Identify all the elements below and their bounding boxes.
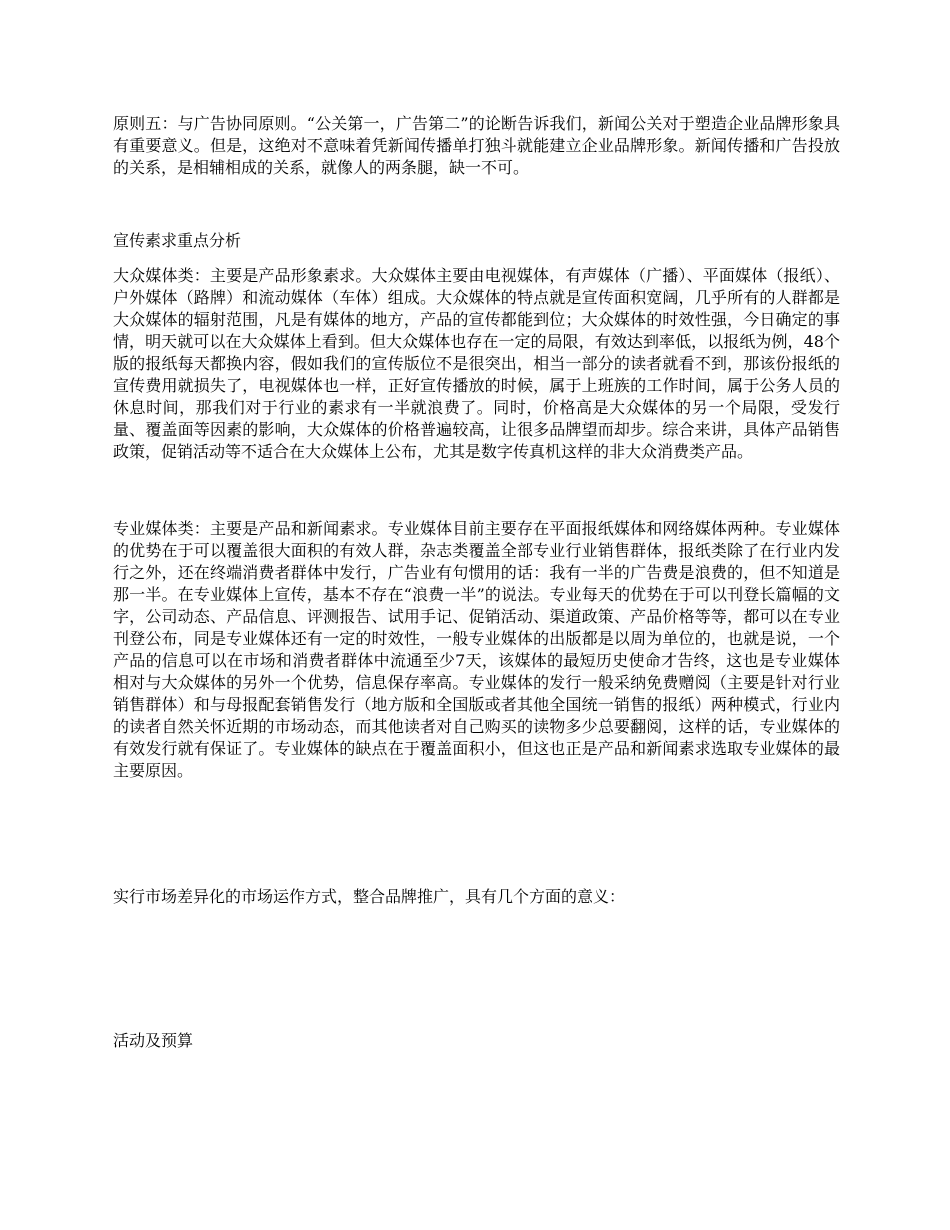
section-heading-publicity-analysis: 宣传素求重点分析 bbox=[113, 231, 242, 250]
mass-media-paragraph: 大众媒体类：主要是产品形象素求。大众媒体主要由电视媒体，有声媒体（广播）、平面媒体（报纸）、户外媒体（路牌）和流动媒体（车体）组成。大众媒体的特点就是宣传面积宽阔，几乎所有的人群都是大众媒体的辐射范围，凡是有媒体的地方，产品的宣传都能到位；大众媒体的时效性强，今日确定的事情，明天就可以在大众媒体上看到。但大众媒体也存在一定的局限，有效达到率低，以报纸为例，48个版的报纸每天都换内容，假如我们的宣传版位不是很突出，相当一部分的读者就看不到，那该份报纸的宣传费用就损失了，电视媒体也一样，正好宣传播放的时候，属于上班族的工作时间，属于公务人员的休息时间，那我们对于行业的素求有一半就浪费了。同时，价格高是大众媒体的另一个局限，受发行量、覆盖面等因素的影响，大众媒体的价格普遍较高，让很多品牌望而却步。综合来讲，具体产品销售政策，促销活动等不适合在大众媒体上公布，尤其是数字传真机这样的非大众消费类产品。 bbox=[113, 266, 840, 461]
differentiation-paragraph: 实行市场差异化的市场运作方式，整合品牌推广，具有几个方面的意义： bbox=[113, 887, 626, 906]
principle-five-paragraph: 原则五：与广告协同原则。“公关第一，广告第二”的论断告诉我们，新闻公关对于塑造企业品牌形象具有重要意义。但是，这绝对不意味着凭新闻传播单打独斗就能建立企业品牌形象。新闻传播和广告投放的关系，是相辅相成的关系，就像人的两条腿，缺一不可。 bbox=[113, 114, 840, 177]
professional-media-paragraph: 专业媒体类：主要是产品和新闻素求。专业媒体目前主要存在平面报纸媒体和网络媒体两种。专业媒体的优势在于可以覆盖很大面积的有效人群，杂志类覆盖全部专业行业销售群体，报纸类除了在行业内发行之外，还在终端消费者群体中发行，广告业有句惯用的话：我有一半的广告费是浪费的，但不知道是那一半。在专业媒体上宣传，基本不存在“浪费一半”的说法。专业每天的优势在于可以刊登长篇幅的文字，公司动态、产品信息、评测报告、试用手记、促销活动、渠道政策、产品价格等等，都可以在专业刊登公布，同是专业媒体还有一定的时效性，一般专业媒体的出版都是以周为单位的，也就是说，一个产品的信息可以在市场和消费者群体中流通至少7天，该媒体的最短历史使命才告终，这也是专业媒体相对与大众媒体的另外一个优势，信息保存率高。专业媒体的发行一般采纳免费赠阅（主要是针对行业销售群体）和与母报配套销售发行（地方版和全国版或者其他全国统一销售的报纸）两种模式，行业内的读者自然关怀近期的市场动态，而其他读者对自己购买的读物多少总要翻阅，这样的话，专业媒体的有效发行就有保证了。专业媒体的缺点在于覆盖面积小，但这也正是产品和新闻素求选取专业媒体的最主要原因。 bbox=[113, 519, 840, 780]
section-heading-activity-budget: 活动及预算 bbox=[113, 1031, 194, 1050]
